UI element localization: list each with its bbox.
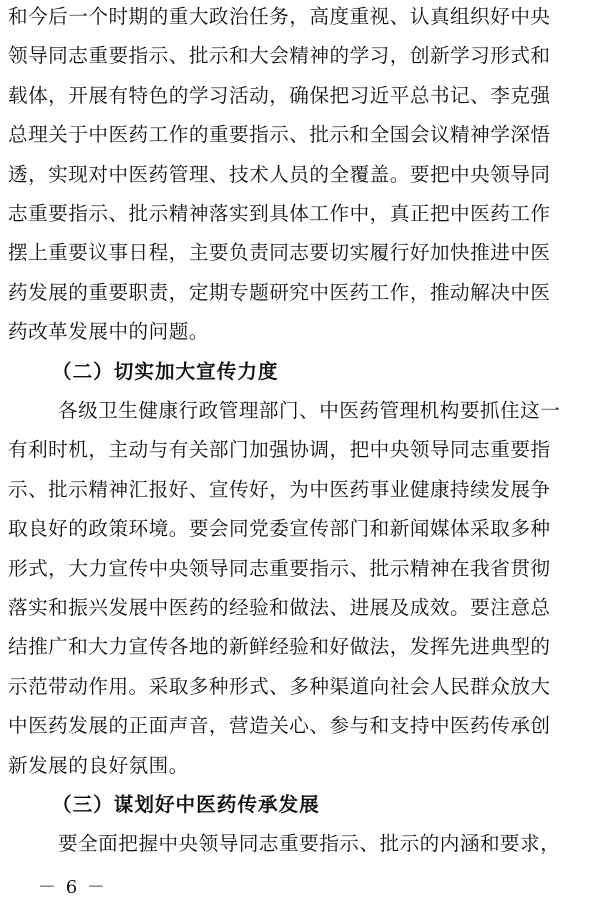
body-text-line: 中医药发展的正面声音，营造关心、参与和支持中医药传承创 [8,714,551,738]
body-text-line: 取良好的政策环境。要会同党委宣传部门和新闻媒体采取多种 [8,517,551,541]
section-heading-2: （二）切实加大宣传力度 [52,359,279,383]
body-text-line: 各级卫生健康行政管理部门、中医药管理机构要抓住这一 [58,399,561,422]
body-text-line: 有利时机，主动与有关部门加强协调，把中央领导同志重要指 [8,438,551,462]
body-text-line: 要全面把握中央领导同志重要指示、批示的内涵和要求， [58,832,561,856]
body-text-line: 透，实现对中医药管理、技术人员的全覆盖。要把中央领导同 [8,162,551,186]
body-text-line: 摆上重要议事日程，主要负责同志要切实履行好加快推进中医 [8,241,551,265]
body-text-line: 药改革发展中的问题。 [8,320,209,344]
body-text-line: 形式，大力宣传中央领导同志重要指示、批示精神在我省贯彻 [8,556,551,580]
body-text-line: 领导同志重要指示、批示和大会精神的学习，创新学习形式和 [8,44,551,68]
body-text-line: 志重要指示、批示精神落实到具体工作中，真正把中医药工作 [8,202,551,225]
body-text-line: 载体，开展有特色的学习活动，确保把习近平总书记、李克强 [8,83,551,107]
body-text-line: 药发展的重要职责，定期专题研究中医药工作，推动解决中医 [8,280,551,304]
body-text-line: 落实和振兴发展中医药的经验和做法、进展及成效。要注意总 [8,596,551,619]
body-text-line: 新发展的良好氛围。 [8,753,189,777]
section-heading-3: （三）谋划好中医药传承发展 [52,793,320,816]
body-text-line: 示、批示精神汇报好、宣传好，为中医药事业健康持续发展争 [8,477,551,501]
body-text-line: 和今后一个时期的重大政治任务，高度重视、认真组织好中央 [8,5,551,28]
body-text-line: 示范带动作用。采取多种形式、多种渠道向社会人民群众放大 [8,674,551,698]
page-number: － 6 － [38,877,107,898]
body-text-line: 结推广和大力宣传各地的新鲜经验和好做法，发挥先进典型的 [8,635,551,659]
body-text-line: 总理关于中医药工作的重要指示、批示和全国会议精神学深悟 [8,123,551,147]
